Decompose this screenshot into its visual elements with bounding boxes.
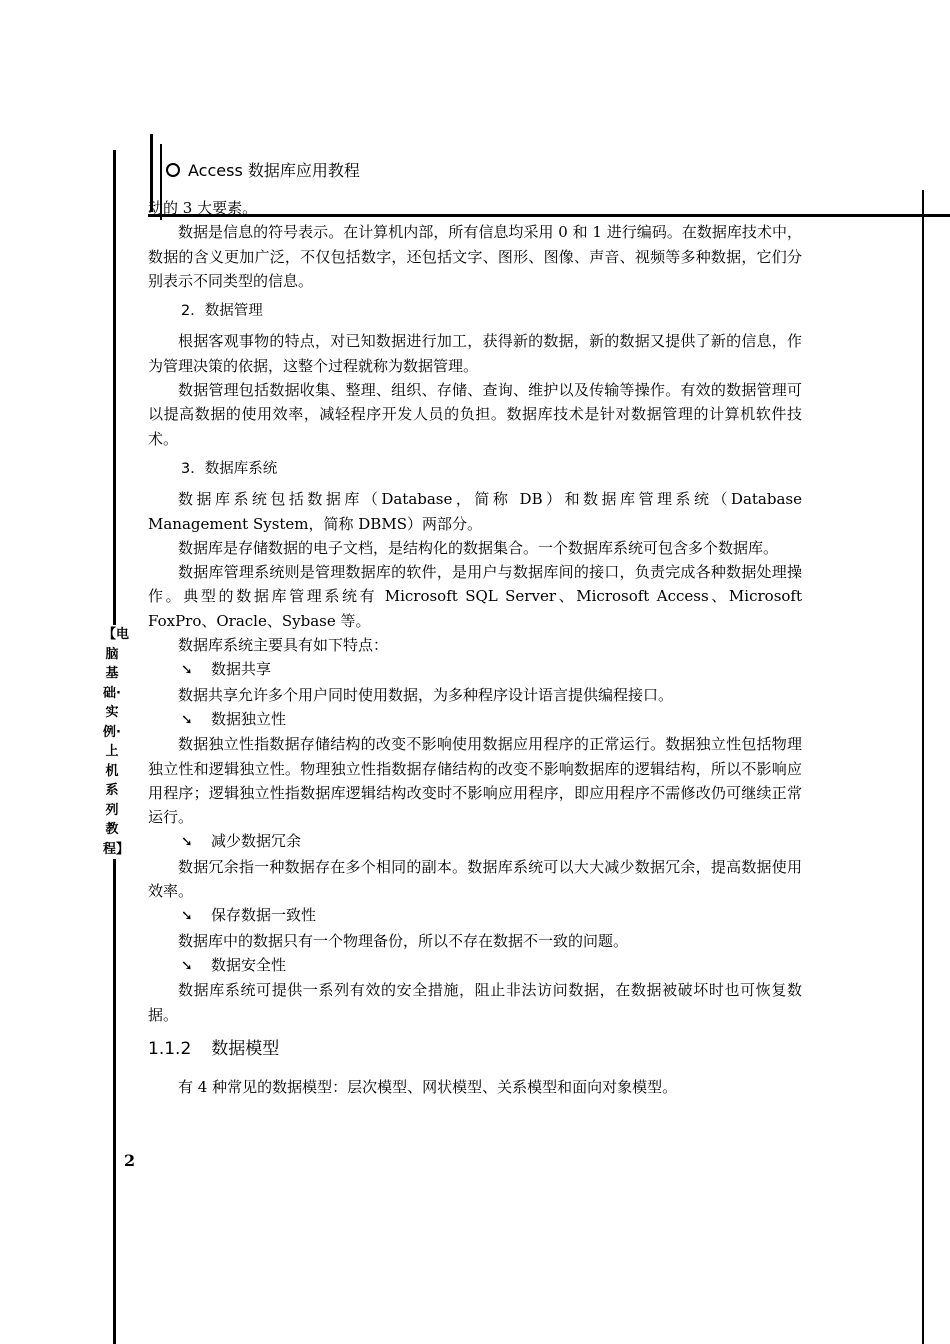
section-number: 1.1.2 [148,1038,192,1059]
book-title: Access 数据库应用教程 [188,161,360,180]
paragraph: 动的 3 大要素。 [148,199,258,217]
series-sidebar: 【电脑基础·实例·上机系列教程】 [103,625,121,859]
paragraph: 数据独立性指数据存储结构的改变不影响使用数据应用程序的正常运行。数据独立性包括物理独立性和逻辑独立性。物理独立性指数据存储结构的改变不影响数据库的逻辑结构，所以不影响应用程序；逻辑独立性指数据库逻辑结构改变时不影响应用程序，即应用程序不需修改仍可继续正常运行。 [148,735,802,827]
book-icon [166,163,180,177]
paragraph: 数据库中的数据只有一个物理备份，所以不存在数据不一致的问题。 [178,931,629,950]
list-item [181,953,802,978]
arrow-icon: ➘ [181,711,193,728]
subheading: 3．数据库系统 [181,460,278,477]
list-item-label: 减少数据冗余 [211,832,302,851]
list-item [181,707,802,732]
running-header [166,158,360,181]
paragraph: 数据库系统可提供一系列有效的安全措施，阻止非法访问数据，在数据被破坏时也可恢复数据。 [148,981,802,1024]
right-margin-rule [922,190,924,1344]
list-item-label: 保存数据一致性 [211,906,317,925]
arrow-icon: ➘ [181,957,193,974]
paragraph: 数据库是存储数据的电子文档，是结构化的数据集合。一个数据库系统可包含多个数据库。 [178,538,779,557]
section-title: 数据模型 [211,1038,280,1059]
list-item [181,657,802,682]
arrow-icon: ➘ [181,908,193,925]
section-heading [148,1037,802,1061]
paragraph: 数据库系统包括数据库（Database，简称 DB）和数据库管理系统（Database Management System，简称 DBMS）两部分。 [148,490,802,533]
paragraph: 数据管理包括数据收集、整理、组织、存储、查询、维护以及传输等操作。有效的数据管理可以提高数据的使用效率，减轻程序开发人员的负担。数据库技术是针对数据管理的计算机软件技术。 [148,381,802,448]
page-content [148,196,802,1099]
page-number: 2 [124,1151,136,1170]
arrow-icon: ➘ [181,662,193,679]
paragraph: 数据共享允许多个用户同时使用数据，为多种程序设计语言提供编程接口。 [178,685,674,704]
paragraph: 根据客观事物的特点，对已知数据进行加工，获得新的数据，新的数据又提供了新的信息，作为管理决策的依据，这整个过程就称为数据管理。 [148,332,802,375]
list-item [181,829,802,854]
paragraph: 数据库系统主要具有如下特点： [178,636,389,655]
paragraph: 数据是信息的符号表示。在计算机内部，所有信息均采用 0 和 1 进行编码。在数据库技术中，数据的含义更加广泛，不仅包括数字，还包括文字、图形、图像、声音、视频等多种数据，它们分别表示不同类型的信息。 [148,223,802,290]
list-item-label: 数据共享 [211,660,272,679]
list-item-label: 数据独立性 [211,709,287,728]
list-item-label: 数据安全性 [211,955,287,974]
arrow-icon: ➘ [181,834,193,851]
paragraph: 有 4 种常见的数据模型：层次模型、网状模型、关系模型和面向对象模型。 [178,1078,678,1097]
paragraph: 数据库管理系统则是管理数据库的软件，是用户与数据库间的接口，负责完成各种数据处理操作。典型的数据库管理系统有 Microsoft SQL Server、Microsoft Access、Microsoft FoxPro、Oracle、Sybase 等。 [148,563,802,630]
subheading: 2．数据管理 [181,303,263,320]
list-item [181,903,802,928]
paragraph: 数据冗余指一种数据存在多个相同的副本。数据库系统可以大大减少数据冗余，提高数据使用效率。 [148,857,802,901]
